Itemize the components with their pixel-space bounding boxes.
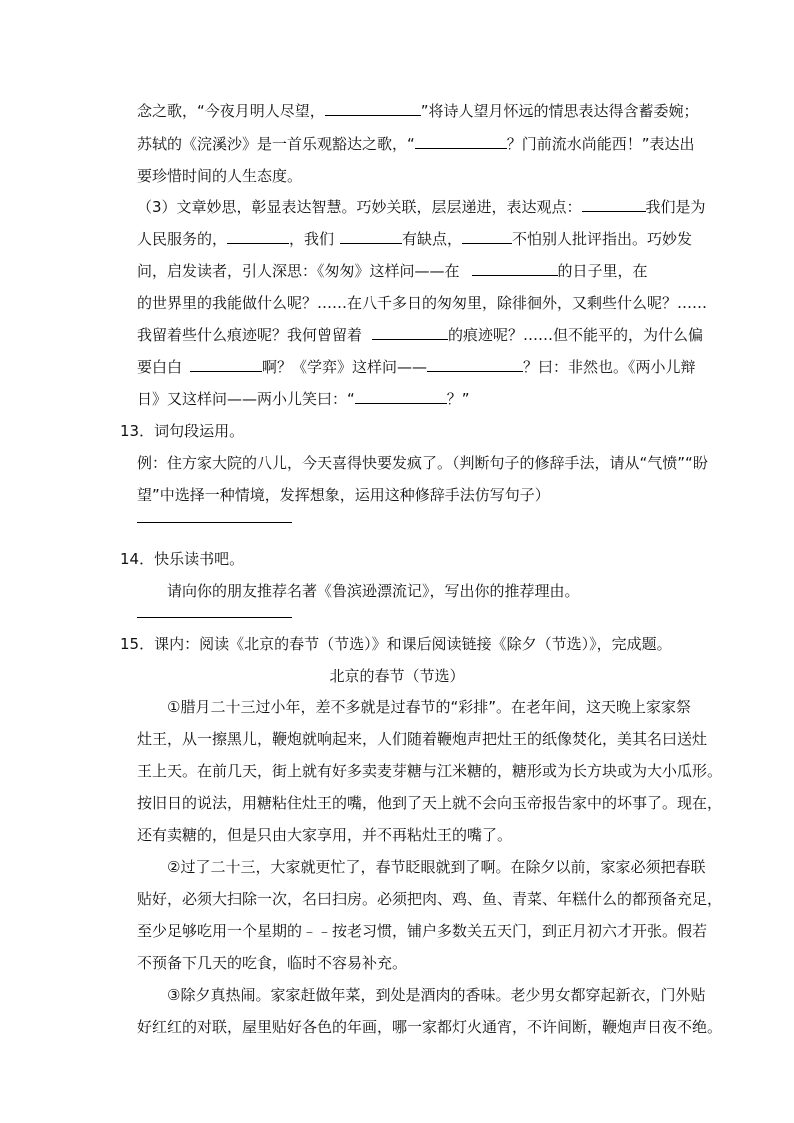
text: 我留着些什么痕迹呢？我何曾留着 — [137, 326, 363, 344]
q14-heading — [120, 549, 244, 569]
q13-heading — [120, 421, 244, 441]
text: 好红红的对联，屋里贴好各色的年画，哪一家都灯火通宵，不许间断，鞭炮声日夜不绝。 — [137, 1018, 723, 1036]
text: ，我们 — [289, 230, 335, 248]
answer-blank[interactable] — [372, 325, 448, 340]
text: 15．课内：阅读《北京的春节（节选）》和课后阅读链接《除夕（节选）》，完成题。 — [120, 635, 672, 653]
q13-line-2 — [137, 485, 550, 505]
passage-p3-line — [137, 1017, 722, 1037]
passage-p1-line — [137, 793, 722, 813]
answer-blank[interactable] — [415, 134, 507, 149]
answer-blank[interactable] — [190, 357, 262, 372]
passage-p2-line — [137, 953, 407, 973]
text: 问，启发读者，引人深思：《匆匆》这样问——在 — [137, 262, 460, 280]
answer-blank[interactable] — [582, 197, 646, 212]
answer-blank[interactable] — [427, 357, 523, 372]
q12-line-2 — [137, 134, 695, 154]
q12-line-1 — [137, 101, 699, 121]
passage-p3-line — [167, 985, 705, 1005]
text: 要珍惜时间的人生态度。 — [137, 167, 303, 185]
text: 苏轼的《浣溪沙》是一首乐观豁达之歌，“ — [137, 135, 415, 153]
text: 例：住方家大院的八儿，今天喜得快要发疯了。（判断句子的修辞手法，请从“气愤”“盼 — [137, 454, 708, 472]
text: ①腊月二十三过小年，差不多就是过春节的“彩排”。在老年间，这天晚上家家祭 — [167, 698, 691, 716]
q12-line-8 — [137, 325, 703, 345]
passage-p2-line — [137, 889, 722, 909]
text: ？曰：非然也。《两小儿辩 — [523, 358, 696, 376]
q14-line-1 — [167, 581, 580, 601]
passage-p2-line — [137, 921, 707, 941]
text: 14．快乐读书吧。 — [120, 550, 245, 568]
q13-answer-line[interactable] — [137, 522, 292, 523]
passage-p2-line — [167, 857, 705, 877]
text: （3）文章妙思，彰显表达智慧。巧妙关联，层层递进，表达观点： — [137, 198, 582, 216]
q12-line-5 — [137, 229, 692, 249]
text: 灶王，从一擦黑儿，鞭炮就响起来，人们随着鞭炮声把灶王的纸像焚化，美其名曰送灶 — [137, 730, 708, 748]
passage-p1-line — [167, 697, 691, 717]
passage-p1-line — [137, 761, 722, 781]
text: 不预备下几天的吃食，临时不容易补充。 — [137, 954, 408, 972]
text: 我们是为 — [645, 198, 706, 216]
answer-blank[interactable] — [355, 389, 447, 404]
answer-blank[interactable] — [472, 261, 558, 276]
q15-heading — [120, 634, 672, 654]
text: 啊？《学弈》这样问—— — [262, 358, 428, 376]
text: 要白白 — [137, 358, 183, 376]
text: 王上天。在前几天，街上就有好多卖麦芽糖与江米糖的，糖形或为长方块或为大小瓜形。 — [137, 762, 723, 780]
text: 念之歌，“今夜月明人尽望， — [137, 102, 325, 120]
text: 还有卖糖的，但是只由大家享用，并不再粘灶王的嘴了。 — [137, 826, 513, 844]
text: ③除夕真热闹。家家赶做年菜，到处是酒肉的香味。老少男女都穿起新衣，门外贴 — [167, 986, 706, 1004]
text: 的痕迹呢？……但不能平的，为什么偏 — [448, 326, 704, 344]
answer-blank[interactable] — [227, 229, 289, 244]
text: 至少足够吃用一个星期的﹣﹣按老习惯，铺户多数关五天门，到正月初六才开张。假若 — [137, 922, 708, 940]
text: 贴好，必须大扫除一次，名曰扫房。必须把肉、鸡、鱼、青菜、年糕什么的都预备充足， — [137, 890, 723, 908]
q12-line-7 — [137, 293, 707, 313]
q12-line-9 — [137, 357, 696, 377]
q14-answer-line[interactable] — [137, 617, 292, 618]
q12-line-3 — [137, 166, 302, 186]
text: 望”中选择一种情境，发挥想象，运用这种修辞手法仿写句子） — [137, 486, 550, 504]
text: 日》又这样问——两小儿笑曰：“ — [137, 390, 355, 408]
q12-line-4 — [137, 197, 706, 217]
text: 请向你的朋友推荐名著《鲁滨逊漂流记》，写出你的推荐理由。 — [167, 582, 580, 600]
text: ？” — [446, 390, 470, 408]
text: 13．词句段运用。 — [120, 422, 245, 440]
q13-line-1 — [137, 453, 708, 473]
text: ②过了二十三，大家就更忙了，春节眨眼就到了啊。在除夕以前，家家必须把春联 — [167, 858, 706, 876]
text: 人民服务的， — [137, 230, 228, 248]
answer-blank[interactable] — [340, 229, 402, 244]
passage-title — [0, 666, 794, 686]
answer-blank[interactable] — [325, 101, 421, 116]
q12-line-6 — [137, 261, 648, 281]
text: 有缺点， — [402, 230, 463, 248]
passage-p1-line — [137, 729, 707, 749]
text: 不怕别人批评指出。巧妙发 — [512, 230, 693, 248]
text: 按旧日的说法，用糖粘住灶王的嘴，他到了天上就不会向玉帝报告家中的坏事了。现在， — [137, 794, 723, 812]
text: 的世界里的我能做什么呢？……在八千多日的匆匆里，除徘徊外，又剩些什么呢？…… — [137, 294, 708, 312]
passage-p1-line — [137, 825, 512, 845]
q12-line-10 — [137, 389, 470, 409]
text: 的日子里，在 — [557, 262, 648, 280]
text: 北京的春节（节选） — [329, 667, 465, 685]
text: ？门前流水尚能西！”表达出 — [506, 135, 695, 153]
answer-blank[interactable] — [462, 229, 512, 244]
text: ”将诗人望月怀远的情思表达得含蓄委婉； — [420, 102, 699, 120]
